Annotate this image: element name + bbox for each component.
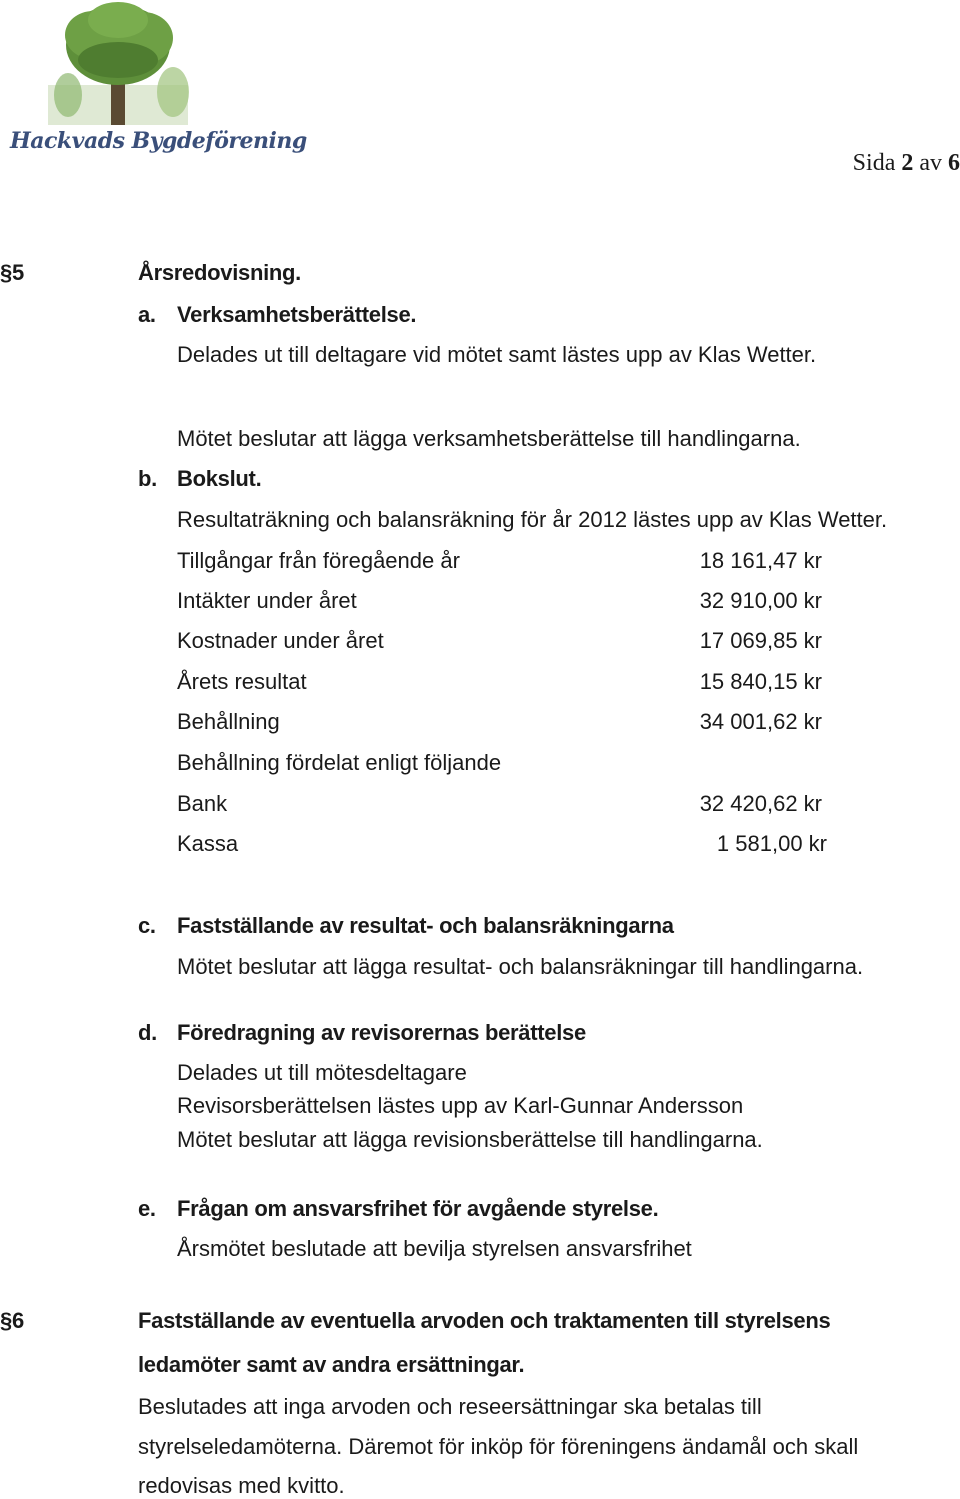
item-e-letter: e.	[138, 1196, 156, 1221]
finance-row-value: 32 420,62 kr	[699, 791, 822, 816]
section-number: 6	[11, 1308, 24, 1333]
page-separator: av	[919, 150, 942, 176]
item-c-line1: Mötet beslutar att lägga resultat- och balansräkningar till handlingarna.	[177, 954, 864, 979]
finance-row-value: 17 069,85 kr	[699, 628, 822, 653]
item-d-line2: Revisorsberättelsen lästes upp av Karl-Gunnar Andersson	[177, 1093, 744, 1118]
item-c-letter: c.	[138, 913, 156, 938]
finance-row-value: 15 840,15 kr	[699, 669, 822, 694]
item-c-title: Fastställande av resultat- och balansräkningarna	[177, 913, 674, 938]
item-d-line3: Mötet beslutar att lägga revisionsberättelse till handlingarna.	[177, 1127, 763, 1152]
section-6-number	[0, 1308, 24, 1334]
finance-row-value: 18 161,47 kr	[699, 548, 822, 573]
section-5-title: Årsredovisning.	[138, 260, 301, 285]
item-d-title: Föredragning av revisorernas berättelse	[177, 1020, 586, 1045]
section-5-number	[0, 260, 24, 286]
item-b-letter: b.	[138, 466, 157, 491]
item-a-letter: a.	[138, 302, 156, 327]
page-total: 6	[948, 150, 960, 176]
section-6-title-line2: ledamöter samt av andra ersättningar.	[138, 1352, 525, 1377]
item-d-line1: Delades ut till mötesdeltagare	[177, 1060, 467, 1085]
finance-row-label: Intäkter under året	[177, 588, 357, 613]
item-d-letter: d.	[138, 1020, 157, 1045]
item-b-line1: Resultaträkning och balansräkning för år 2012 lästes upp av Klas Wetter.	[177, 507, 888, 532]
section-sign: §	[0, 260, 12, 285]
item-a-line2: Mötet beslutar att lägga verksamhetsberättelse till handlingarna.	[177, 426, 801, 451]
finance-row-value: 32 910,00 kr	[699, 588, 822, 613]
section-6-body-line1: Beslutades att inga arvoden och reseersättningar ska betalas till	[138, 1394, 762, 1419]
item-b-title: Bokslut.	[177, 466, 262, 491]
finance-row-label: Tillgångar från föregående år	[177, 548, 460, 573]
item-e-title: Frågan om ansvarsfrihet för avgående styrelse.	[177, 1196, 659, 1221]
section-6-body-line2: styrelseledamöterna. Däremot för inköp för föreningens ändamål och skall	[138, 1434, 859, 1459]
page-label: Sida	[852, 150, 896, 176]
section-sign: §	[0, 1308, 12, 1333]
finance-row-value: 1 581,00 kr	[716, 831, 827, 856]
finance-row-label: Behållning fördelat enligt följande	[177, 750, 502, 775]
finance-row-label: Årets resultat	[177, 669, 307, 694]
section-6-title-line1: Fastställande av eventuella arvoden och traktamenten till styrelsens	[138, 1308, 831, 1333]
section-6-body-line3: redovisas med kvitto.	[138, 1473, 345, 1498]
finance-row-label: Kassa	[177, 831, 239, 856]
page-current: 2	[901, 150, 914, 176]
oak-tree-icon	[8, 0, 248, 130]
finance-row-label: Kostnader under året	[177, 628, 384, 653]
item-a-line1: Delades ut till deltagare vid mötet samt lästes upp av Klas Wetter.	[177, 342, 817, 367]
finance-row-value: 34 001,62 kr	[699, 709, 822, 734]
finance-row-label: Bank	[177, 791, 228, 816]
section-number: 5	[11, 260, 24, 285]
page-number	[853, 150, 960, 177]
item-a-title: Verksamhetsberättelse.	[177, 302, 417, 327]
item-e-line1: Årsmötet beslutade att bevilja styrelsen ansvarsfrihet	[177, 1236, 692, 1261]
finance-row-label: Behållning	[177, 709, 280, 734]
logo-wordmark: Hackvads Bygdeförening	[10, 128, 307, 154]
